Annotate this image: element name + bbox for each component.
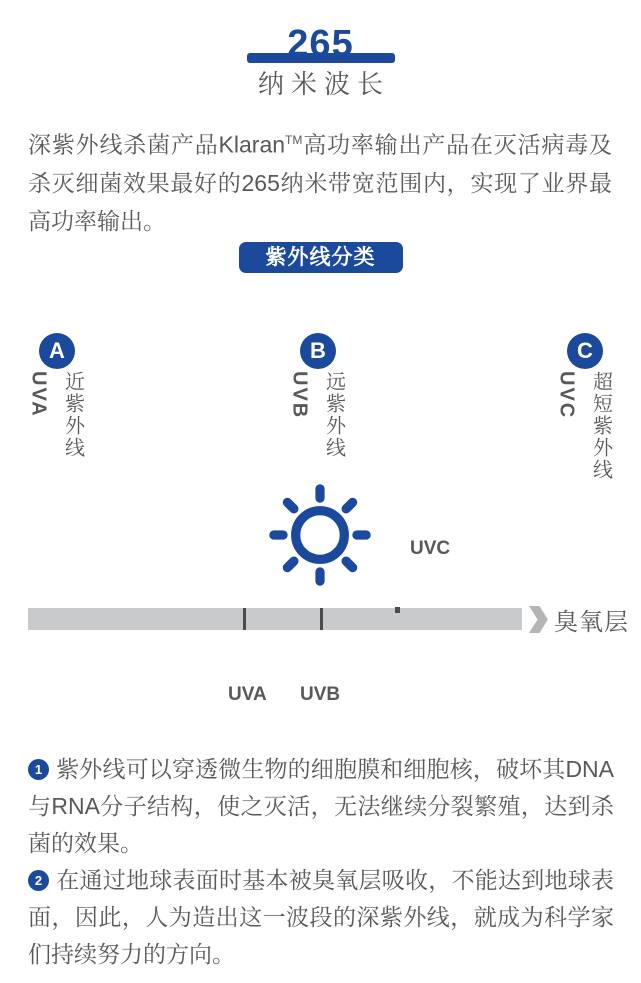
trademark-superscript: TM bbox=[285, 133, 303, 147]
wavelength-unit-label: 纳米波长 bbox=[257, 69, 390, 99]
uv-type-cjk-label-a: 近紫外线 bbox=[61, 371, 84, 459]
uv-type-column-c bbox=[553, 333, 617, 481]
uv-type-badge-c: C bbox=[567, 333, 603, 369]
bar-tick-uvc bbox=[395, 607, 400, 613]
note-1 bbox=[28, 751, 614, 862]
ozone-arrow-icon bbox=[529, 606, 548, 633]
uv-type-cjk-label-b: 远紫外线 bbox=[322, 371, 345, 459]
uv-type-cjk-label-c: 超短紫外线 bbox=[589, 371, 612, 481]
sun-icon bbox=[268, 483, 372, 587]
wavelength-value: 265 bbox=[287, 22, 354, 65]
notes-section bbox=[28, 751, 614, 973]
uv-type-labels-b bbox=[288, 371, 349, 459]
note-2 bbox=[28, 862, 614, 973]
ozone-layer-bar bbox=[28, 608, 522, 630]
uv-type-labels-c bbox=[555, 371, 616, 481]
note-2-text: 在通过地球表面时基本被臭氧层吸收，不能达到地球表面，因此，人为造出这一波段的深紫外线，就成为科学家们持续努力的方向。 bbox=[28, 867, 614, 967]
uva-band-label: UVA bbox=[228, 684, 267, 705]
wavelength-value-box bbox=[251, 23, 391, 65]
uv-type-badge-a: A bbox=[39, 333, 75, 369]
note-1-number-badge: 1 bbox=[28, 759, 49, 780]
note-2-number-badge: 2 bbox=[28, 870, 49, 891]
intro-paragraph bbox=[28, 121, 612, 240]
uv-type-column-b bbox=[286, 333, 350, 459]
note-1-text: 紫外线可以穿透微生物的细胞膜和细胞核，破坏其DNA与RNA分子结构，使之灭活，无法继续分裂繁殖，达到杀菌的效果。 bbox=[28, 756, 614, 856]
uv-type-badge-b: B bbox=[300, 333, 336, 369]
intro-text-after-tm: 高功率输出产品在灭活病毒及杀灭细菌效果最好的265纳米带宽范围内，实现了业界最高功率输出。 bbox=[28, 131, 613, 234]
section-title-badge: 紫外线分类 bbox=[239, 242, 403, 273]
uv-type-column-a bbox=[25, 333, 89, 459]
ozone-layer-label: 臭氧层 bbox=[554, 609, 629, 636]
uv-type-latin-label-c: UVC bbox=[555, 371, 578, 420]
uvb-band-label: UVB bbox=[300, 684, 341, 705]
bar-divider-uvb bbox=[320, 608, 323, 630]
uvc-band-label: UVC bbox=[410, 538, 451, 559]
bar-divider-uva bbox=[243, 608, 246, 630]
uv-type-latin-label-b: UVB bbox=[288, 371, 311, 420]
uv-type-labels-a bbox=[27, 371, 88, 459]
intro-text-before-tm: 深紫外线杀菌产品Klaran bbox=[28, 131, 286, 158]
uv-type-latin-label-a: UVA bbox=[27, 371, 50, 418]
